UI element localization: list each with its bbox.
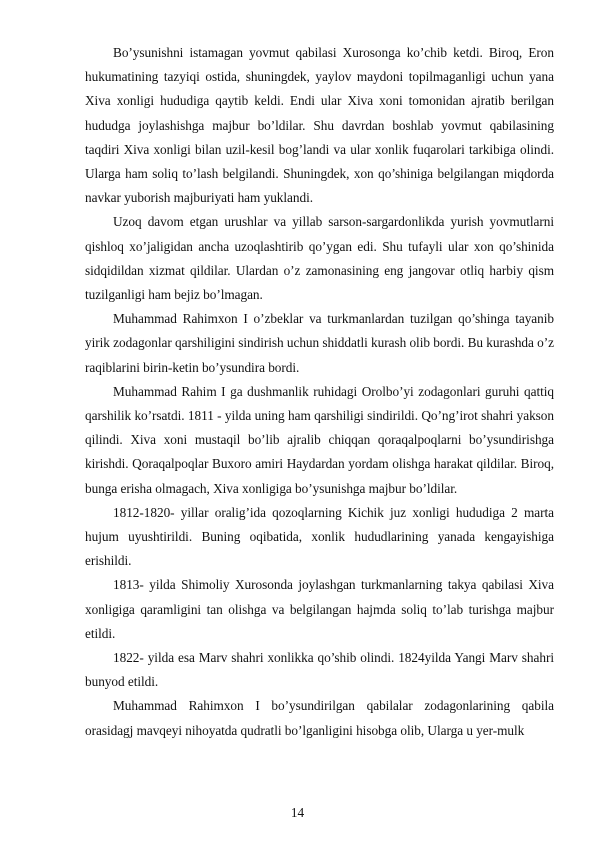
page-body [85, 41, 554, 743]
page-number: 14 [290, 805, 305, 820]
paragraph: Muhammad Rahimxon I o’zbeklar va turkmanlardan tuzilgan qo’shinga tayanib yirik zodagonlar qarshiligini sindirish uchun shiddatli kurash olib bordi. Bu kurashda o’z raqiblarini birin-ketin bo’ysundira bordi. [85, 311, 554, 375]
paragraph: Uzoq davom etgan urushlar va yillab sarson-sargardonlikda yurish yovmutlarni qishloq xo’jaligidan ancha uzoqlashtirib qo’ygan edi. Shu tufayli ular xon qo’shinida sidqidildan xizmat qildilar. Ulardan o’z zamonasining eng jangovar otliq harbiy qism tuzilganligi ham bejiz bo’lmagan. [85, 214, 554, 303]
paragraph: 1822- yilda esa Marv shahri xonlikka qo’shib olindi. 1824yilda Yangi Marv shahri bunyod etildi. [85, 650, 554, 690]
paragraph: Bo’ysunishni istamagan yovmut qabilasi Xurosonga ko’chib ketdi. Biroq, Eron hukumatining tazyiqi ostida, shuningdek, yaylov maydoni topilmaganligi uchun yana Xiva xonligi hududiga qaytib keldi. Endi ular Xiva xoni tomonidan ajratib berilgan hududga joylashishga majbur bo’ldilar. Shu davrdan boshlab yovmut qabilasining taqdiri Xiva xonligi bilan uzil-kesil bog’landi va ular xonlik fuqarolari tarkibiga olindi. Ularga ham soliq to’lash belgilandi. Shuningdek, xon qo’shiniga belgilangan miqdorda navkar yuborish majburiyati ham yuklandi. [85, 45, 554, 206]
paragraph: Muhammad Rahim I ga dushmanlik ruhidagi Orolbo’yi zodagonlari guruhi qattiq qarshilik ko’rsatdi. 1811 - yilda uning ham qarshiligi sindirildi. Qo’ng’irot shahri yakson qilindi. Xiva xoni mustaqil bo’lib ajralib chiqqan qoraqalpoqlarni bo’ysundirishga kirishdi. Qoraqalpoqlar Buxoro amiri Haydardan yordam olishga harakat qildilar. Biroq, bunga erisha olmagach, Xiva xonligiga bo’ysunishga majbur bo’ldilar. [85, 383, 554, 496]
paragraph: Muhammad Rahimxon I bo’ysundirilgan qabilalar zodagonlarining qabila orasidagj mavqeyi nihoyatda qudratli bo’lganligini hisobga olib, Ularga u yer-mulk [85, 698, 554, 738]
paragraph: 1812-1820- yillar oralig’ida qozoqlarning Kichik juz xonligi hududiga 2 marta hujum uyushtirildi. Buning oqibatida, xonlik hududlarining yanada kengayishiga erishildi. [85, 504, 554, 569]
paragraph: 1813- yilda Shimoliy Xurosonda joylashgan turkmanlarning takya qabilasi Xiva xonligiga qaramligini tan olishga va belgilangan hajmda soliq to’lab turishga majbur etildi. [85, 577, 554, 641]
